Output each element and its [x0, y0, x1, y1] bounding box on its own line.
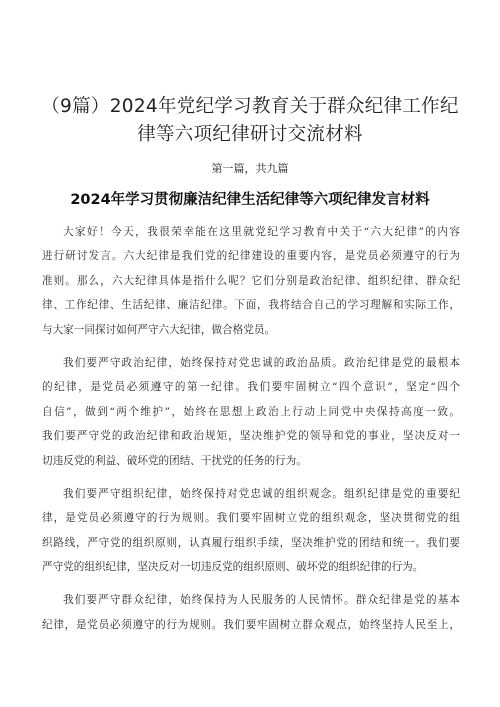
body-text — [42, 220, 460, 646]
paragraph-line: 我们要严守政治纪律，始终保持对党忠诚的政治品质。政治纪律是党的最根本 — [63, 356, 460, 369]
paragraph-line: 与大家一同探讨如何严守六大纪律，做合格党员。 — [42, 323, 276, 336]
section-heading: 2024年学习贯彻廉洁纪律生活纪律等六项纪律发言材料 — [70, 192, 430, 208]
paragraph-line: 准则。那么，六大纪律具体是指什么呢？它们分别是政治纪律、组织纪律、群众纪 — [42, 274, 460, 287]
paragraph-4 — [42, 588, 460, 637]
part-label: 第一篇，共九篇 — [211, 162, 289, 175]
paragraph-2 — [42, 351, 460, 473]
document-title-line-2: 律等六项纪律研讨交流材料 — [137, 124, 363, 145]
paragraph-line: 律，是党员必须遵守的行为规则。我们要牢固树立党的组织观念，坚决贯彻党的组 — [42, 512, 460, 525]
paragraph-line: 切违反党的利益、破坏党的团结、干扰党的任务的行为。 — [42, 454, 307, 467]
paragraph-line: 我们要严守组织纪律，始终保持对党忠诚的组织观念。组织纪律是党的重要纪 — [63, 487, 460, 500]
paragraph-line: 织路线，严守党的组织原则，认真履行组织手续，坚决维护党的团结和统一。我们要 — [42, 536, 460, 549]
paragraph-line: 自信”，做到“两个维护”，始终在思想上政治上行动上同党中央保持高度一致。 — [42, 405, 460, 418]
document-title-line-1: （9篇）2024年党纪学习教育关于群众纪律工作纪 — [41, 96, 459, 117]
paragraph-line: 纪律，是党员必须遵守的行为规则。我们要牢固树立群众观点，始终坚持人民至上， — [42, 618, 460, 631]
paragraph-line: 严守党的组织纪律，坚决反对一切违反党的组织原则、破坏党的组织纪律的行为。 — [42, 561, 424, 574]
paragraph-line: 律、工作纪律、生活纪律、廉洁纪律。下面，我将结合自己的学习理解和实际工作， — [42, 299, 460, 312]
paragraph-1 — [42, 220, 460, 342]
paragraph-line: 我们要严守党的政治纪律和政治规矩，坚决维护党的领导和党的事业，坚决反对一 — [42, 430, 460, 443]
paragraph-line: 大家好！今天，我很荣幸能在这里就党纪学习教育中关于“六大纪律”的内容 — [63, 226, 460, 238]
paragraph-3 — [42, 482, 460, 580]
paragraph-line: 进行研讨发言。六大纪律是我们党的纪律建设的重要内容，是党员必须遵守的行为 — [42, 250, 460, 263]
paragraph-line: 的纪律，是党员必须遵守的第一纪律。我们要牢固树立“四个意识”，坚定“四个 — [42, 381, 460, 394]
paragraph-line: 我们要严守群众纪律，始终保持为人民服务的人民情怀。群众纪律是党的基本 — [63, 594, 460, 607]
